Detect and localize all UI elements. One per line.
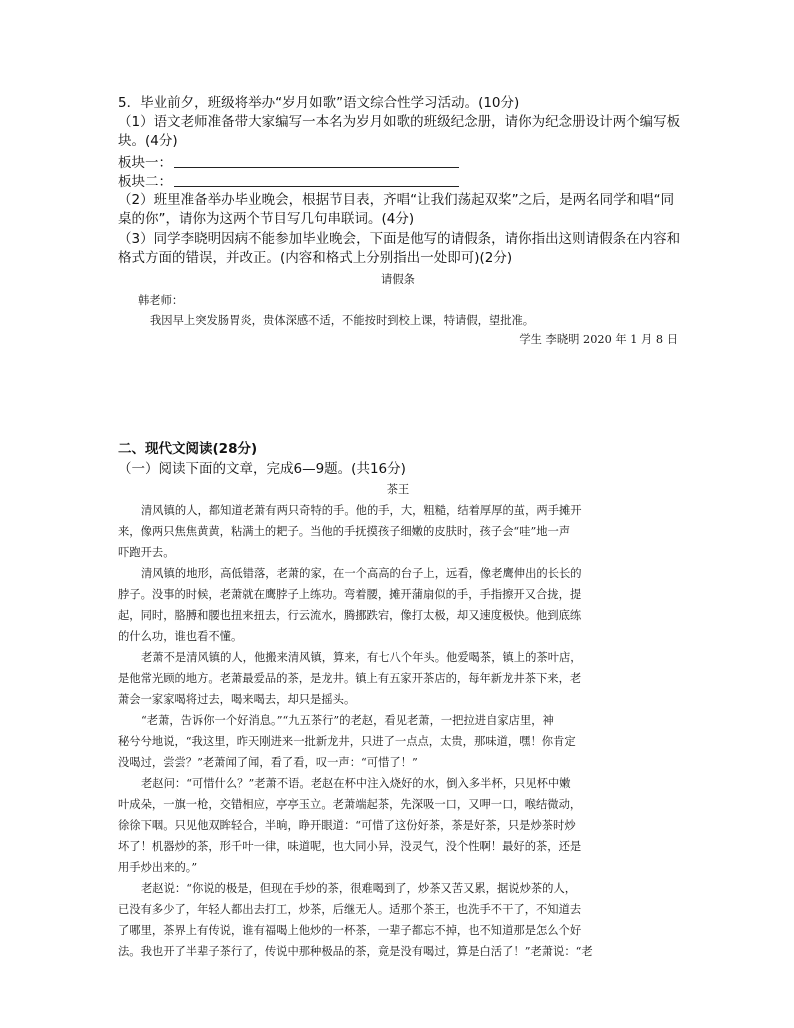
q5-part2-line1: （2）班里准备举办毕业晚会，根据节目表，齐唱“让我们荡起双桨”之后，是两名同学和唱“同 xyxy=(118,192,675,208)
block1-row xyxy=(118,155,459,171)
article-line: 萧会一家家喝将过去，喝来喝去，却只是摇头。 xyxy=(118,693,356,706)
article-line: “老萧，告诉你一个好消息。”“九五茶行”的老赵，看见老萧，一把拉进自家店里，神 xyxy=(141,714,554,727)
article-line: 徐徐下咽。只见他双眸轻合，半晌，睁开眼道：“可惜了这份好茶，茶是好茶，只是炒茶时炒 xyxy=(118,819,576,832)
section2-heading: 二、现代文阅读(28分) xyxy=(118,441,258,457)
q5-part1-line1: （1）语文老师准备带大家编写一本名为岁月如歌的班级纪念册，请你为纪念册设计两个编写板 xyxy=(118,114,681,130)
section2-subheading: （一）阅读下面的文章，完成6—9题。(共16分) xyxy=(118,461,406,477)
q5-part3-line1: （3）同学李晓明因病不能参加毕业晚会，下面是他写的请假条，请你指出这则请假条在内容和 xyxy=(118,231,681,247)
article-line: 叶成朵，一旗一枪，交错相应，亭亭玉立。老萧端起茶，先深吸一口，又呷一口，喉结微动， xyxy=(118,798,582,811)
block1-label: 板块一： xyxy=(118,155,172,171)
article-line: 老赵问：“可惜什么？”老萧不语。老赵在杯中注入烧好的水，倒入多半杯，只见杯中嫩 xyxy=(141,777,571,790)
leave-note-title: 请假条 xyxy=(381,273,415,286)
q5-part2-line2: 桌的你”，请你为这两个节目写几句串联词。(4分) xyxy=(118,211,415,227)
article-line: 清风镇的地形，高低错落，老萧的家，在一个高高的台子上，远看，像老鹰伸出的长长的 xyxy=(141,567,582,580)
article-line: 法。我也开了半辈子茶行了，传说中那种极品的茶，竟是没有喝过，算是白活了！”老萧说：“老 xyxy=(118,945,593,958)
block2-answer-blank[interactable] xyxy=(174,174,459,187)
article-line: 秘兮兮地说，“我这里，昨天刚进来一批新龙井，只进了一点点，太贵，那味道，嘿！你肯定 xyxy=(118,735,576,748)
q5-part1-line2: 块。(4分) xyxy=(118,133,178,149)
article-line: 起，同时，胳膊和腰也扭来扭去，行云流水，腾挪跌宕，像打太极，却又速度极快。他到底练 xyxy=(118,609,582,622)
article-line: 的什么功，谁也看不懂。 xyxy=(118,630,243,643)
q5-title: 5．毕业前夕，班级将举办“岁月如歌”语文综合性学习活动。(10分) xyxy=(118,95,520,111)
leave-note-signature: 学生 李晓明 2020 年 1 月 8 日 xyxy=(519,333,678,346)
article-title: 茶王 xyxy=(386,483,410,496)
block2-label: 板块二： xyxy=(118,174,172,190)
article-line: 吓跑开去。 xyxy=(118,546,175,559)
article-line: 脖子。没事的时候，老萧就在鹰脖子上练功。弯着腰，摊开蒲扇似的手，手指擦开又合拢，提 xyxy=(118,588,582,601)
article-line: 坏了！机器炒的茶，形千叶一律，味道呢，也大同小异，没灵气，没个性啊！最好的茶，还是 xyxy=(118,840,582,853)
block1-answer-blank[interactable] xyxy=(174,155,459,168)
article-line: 用手炒出来的。” xyxy=(118,861,198,874)
article-line: 来，像两只焦焦黄黄，粘满土的耙子。当他的手抚摸孩子细嫩的皮肤时，孩子会“哇”地一声 xyxy=(118,525,571,538)
leave-note-salutation: 韩老师： xyxy=(138,294,184,307)
article-line: 已没有多少了，年轻人都出去打工，炒茶，后继无人。适那个茶王，也洗手不干了，不知道去 xyxy=(118,903,582,916)
block2-row xyxy=(118,174,459,190)
article-line: 没喝过，尝尝？”老萧闻了闻，看了看，叹一声：“可惜了！” xyxy=(118,756,418,769)
article-line: 清风镇的人，都知道老萧有两只奇特的手。他的手，大，粗糙，结着厚厚的茧，两手摊开 xyxy=(141,504,582,517)
q5-part3-line2: 格式方面的错误，并改正。(内容和格式上分别指出一处即可)(2分) xyxy=(118,250,513,266)
article-line: 老赵说：“你说的极是，但现在手炒的茶，很难喝到了，炒茶又苦又累，据说炒茶的人， xyxy=(141,882,577,895)
article-line: 了哪里，茶界上有传说，谁有福喝上他炒的一杯茶，一辈子都忘不掉，也不知道那是怎么个好 xyxy=(118,924,582,937)
article-line: 是他常光顾的地方。老萧最爱品的茶，是龙井。镇上有五家开茶店的，每年新龙井茶下来，老 xyxy=(118,672,582,685)
article-line: 老萧不是清风镇的人，他搬来清风镇，算来，有七八个年头。他爱喝茶，镇上的茶叶店， xyxy=(141,651,582,664)
leave-note-body: 我因早上突发肠胃炎，贵体深感不适，不能按时到校上课，特请假，望批准。 xyxy=(150,314,535,327)
